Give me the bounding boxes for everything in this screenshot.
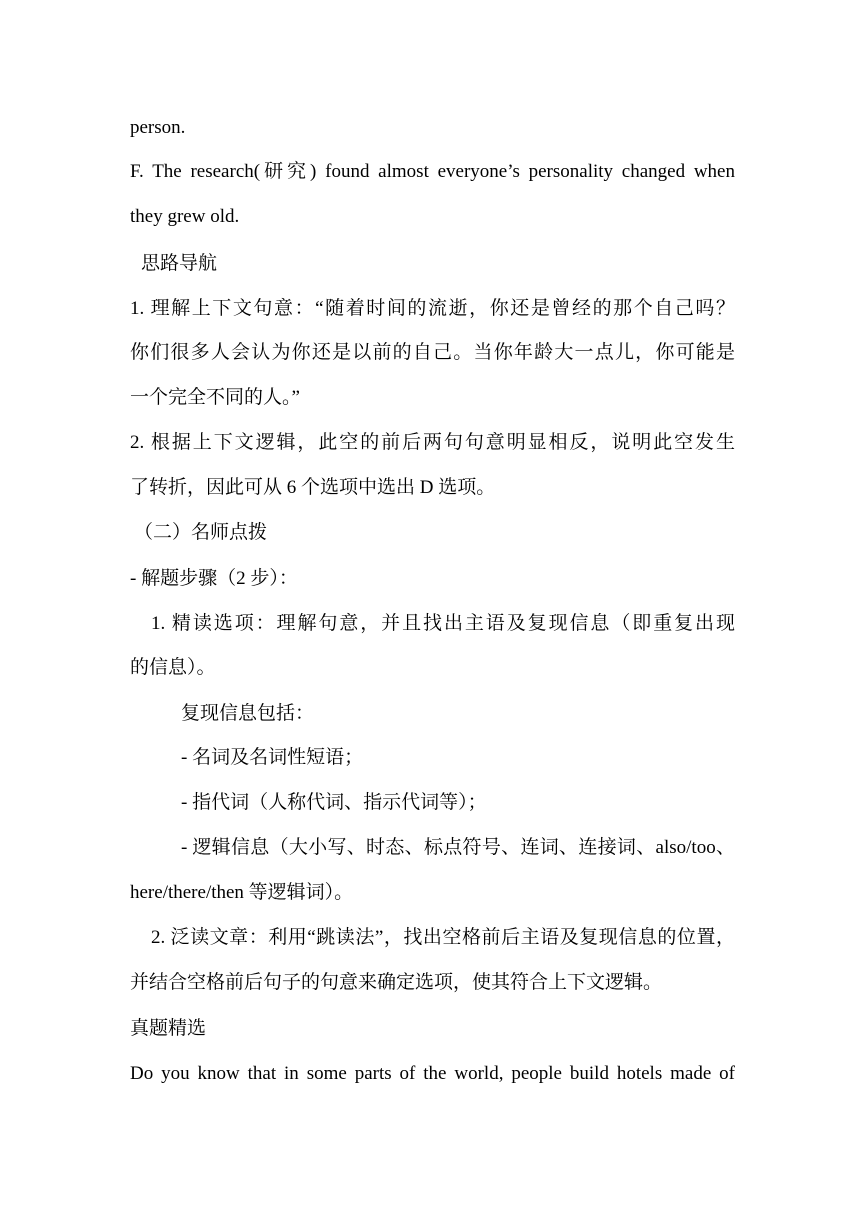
text-line: they grew old. [130,206,240,227]
text-line: 的信息）。 [130,657,216,678]
list-item: - 指代词（人称代词、指示代词等）； [181,792,487,813]
text-line: 了转折，因此可从 6 个选项中选出 D 选项。 [130,477,496,498]
list-item: - 逻辑信息（大小写、时态、标点符号、连词、连接词、also/too、 [181,837,735,858]
text-line: 2. 根据上下文逻辑，此空的前后两句句意明显相反，说明此空发生 [130,432,735,453]
section-heading: （二）名师点拨 [134,522,268,543]
list-item: - 名词及名词性短语； [181,747,364,768]
text-line: - 解题步骤（2 步）： [130,568,298,589]
text-line: 并结合空格前后句子的句意来确定选项，使其符合上下文逻辑。 [130,972,663,993]
text-line: 1. 精读选项：理解句意，并且找出主语及复现信息（即重复出现 [151,613,735,634]
text-line: Do you know that in some parts of the world, people build hotels made of [130,1063,735,1084]
text-line: 一个完全不同的人。” [130,387,300,408]
text-line: here/there/then 等逻辑词）。 [130,882,354,903]
section-heading: 真题精选 [130,1018,207,1039]
text-line: 你们很多人会认为你还是以前的自己。当你年龄大一点儿，你可能是 [130,342,735,363]
text-line: 1. 理解上下文句意：“随着时间的流逝，你还是曾经的那个自己吗？ [130,298,735,319]
text-line: 2. 泛读文章：利用“跳读法”，找出空格前后主语及复现信息的位置， [151,927,735,948]
text-line: 复现信息包括： [181,703,315,724]
text-line: person. [130,117,186,138]
section-heading: 思路导航 [141,253,218,274]
text-line: F. The research(研究) found almost everyone’s personality changed when [130,161,735,182]
